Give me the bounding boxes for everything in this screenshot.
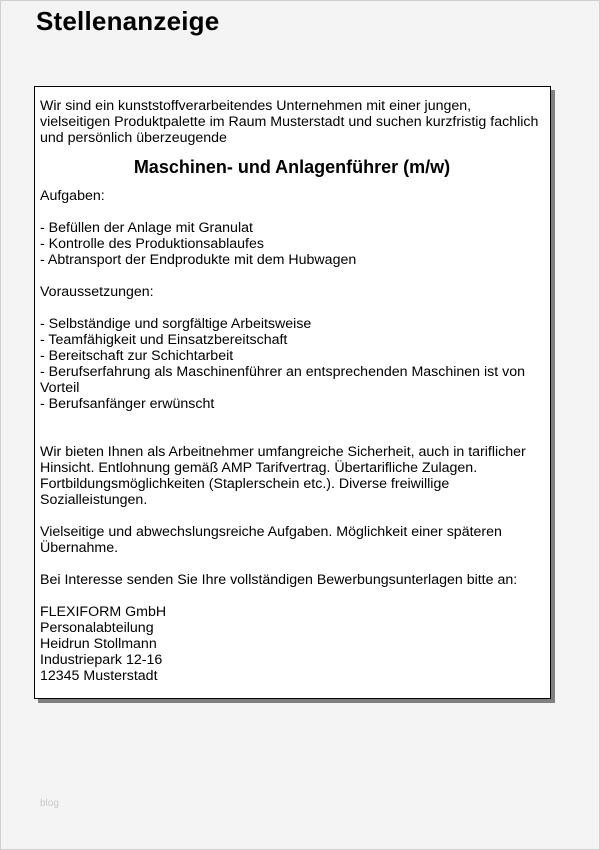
list-item: - Teamfähigkeit und Einsatzbereitschaft: [40, 332, 288, 348]
tasks-list: [40, 220, 544, 268]
list-item: - Selbständige und sorgfältige Arbeitsweise: [40, 316, 312, 332]
city: 12345 Musterstadt: [40, 668, 158, 684]
tasks-label: Aufgaben:: [40, 188, 105, 204]
list-item: - Berufsanfänger erwünscht: [40, 396, 215, 412]
street: Industriepark 12-16: [40, 652, 163, 668]
job-title: Maschinen- und Anlagenführer (m/w): [133, 157, 451, 177]
list-item: - Bereitschaft zur Schichtarbeit: [40, 348, 234, 364]
ad-intro: Wir sind ein kunststoffverarbeitendes Unternehmen mit einer jungen, vielseitigen Produktpalette im Raum Musterstadt und suchen kurzfristig fachlich und persönlich überzeugende: [40, 98, 539, 146]
list-item: - Befüllen der Anlage mit Granulat: [40, 220, 253, 236]
contact-person: Heidrun Stollmann: [40, 636, 157, 652]
offer-paragraph: Wir bieten Ihnen als Arbeitnehmer umfangreiche Sicherheit, auch in tariflicher Hinsicht. Entlohnung gemäß AMP Tarifvertrag. Übertarifliche Zulagen. Fortbildungsmöglichkeiten (Staplerschein etc.). Diverse freiwillige Sozialleistungen.: [40, 444, 526, 508]
list-item: - Berufserfahrung als Maschinenführer an entsprechenden Maschinen ist von Vorteil: [40, 364, 526, 396]
list-item: - Abtransport der Endprodukte mit dem Hubwagen: [40, 252, 357, 268]
requirements-list: [40, 316, 544, 412]
department: Personalabteilung: [40, 620, 154, 636]
apply-paragraph: Bei Interesse senden Sie Ihre vollständigen Bewerbungsunterlagen bitte an:: [40, 572, 518, 588]
requirements-label: Voraussetzungen:: [40, 284, 154, 300]
page-title: Stellenanzeige: [36, 6, 220, 36]
job-ad-box: [34, 86, 551, 699]
company-name: FLEXIFORM GmbH: [40, 604, 167, 620]
tasks-offer-paragraph: Vielseitige und abwechslungsreiche Aufgaben. Möglichkeit einer späteren Übernahme.: [40, 524, 502, 556]
list-item: - Kontrolle des Produktionsablaufes: [40, 236, 264, 252]
contact-address: [40, 604, 544, 684]
watermark: blog: [40, 798, 59, 809]
